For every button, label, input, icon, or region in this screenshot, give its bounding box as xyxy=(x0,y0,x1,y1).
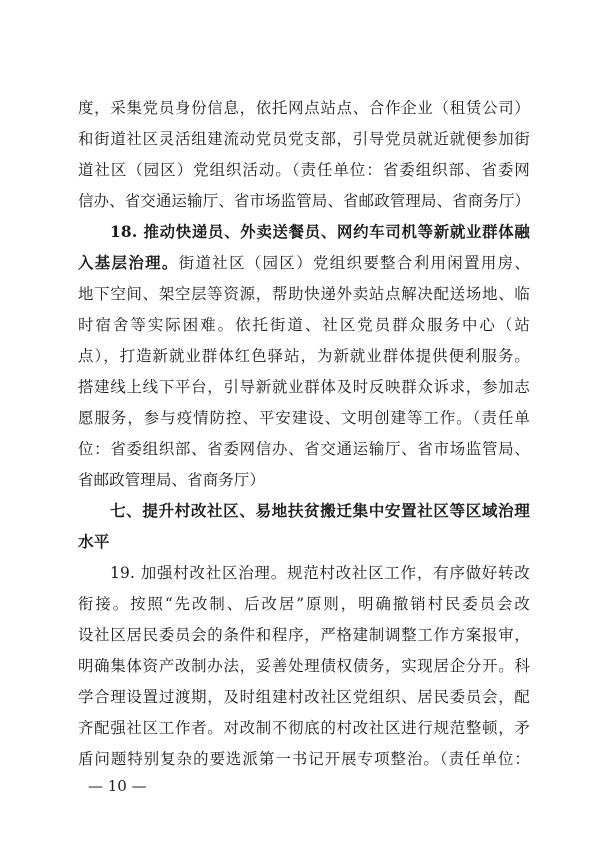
item-19-heading-line xyxy=(110,558,530,588)
section-seven-heading-cont: 水平 xyxy=(78,532,110,551)
item-18-title: 18. 推动快递员、外卖送餐员、网约车司机等新就业群体融 xyxy=(110,223,530,241)
text-line: 省邮政管理局、省商务厅） xyxy=(78,471,266,489)
text-line: 位：省委组织部、省委网信办、省交通运输厅、省市场监管局、 xyxy=(78,440,530,458)
text-line: 明确集体资产改制办法，妥善处理债权债务，实现居企分开。科 xyxy=(78,657,530,675)
text-line xyxy=(78,248,530,278)
text-line: 时宿舍等实际困难。依托街道、社区党员群众服务中心（站 xyxy=(78,316,530,334)
text-line: 盾问题特别复杂的要选派第一书记开展专项整治。（责任单位： xyxy=(78,750,530,768)
item-18-heading-line xyxy=(110,217,530,247)
text-line: 道社区（园区）党组织活动。（责任单位：省委组织部、省委网 xyxy=(78,161,530,179)
text-line: 地下空间、架空层等资源，帮助快递外卖站点解决配送场地、临 xyxy=(78,285,530,303)
text-line: 搭建线上线下平台，引导新就业群体及时反映群众诉求，参加志 xyxy=(78,378,530,396)
item-18-title-continued: 入基层治理。 xyxy=(78,254,179,272)
text-line: 和街道社区灵活组建流动党员党支部，引导党员就近就便参加街 xyxy=(78,130,530,148)
section-seven-heading: 七、提升村改社区、易地扶贫搬迁集中安置社区等区域治理 xyxy=(110,501,530,520)
item-18-body-first: 街道社区（园区）党组织要整合利用闲置用房、 xyxy=(178,254,531,272)
text-line: 齐配强社区工作者。对改制不彻底的村改社区进行规范整顿，矛 xyxy=(78,719,530,737)
page-number: — 10 — xyxy=(88,777,147,795)
text-line: 学合理设置过渡期，及时组建村改社区党组织、居民委员会，配 xyxy=(78,688,530,706)
text-line: 信办、省交通运输厅、省市场监管局、省邮政管理局、省商务厅） xyxy=(78,192,531,210)
item-19-body-first: 规范村改社区工作，有序做好转改 xyxy=(287,564,530,582)
item-19-title: 19. 加强村改社区治理。 xyxy=(110,564,288,582)
text-line: 点），打造新就业群体红色驿站，为新就业群体提供便利服务。 xyxy=(78,347,530,365)
text-line: 愿服务，参与疫情防控、平安建设、文明创建等工作。（责任单 xyxy=(78,409,530,427)
text-line: 衔接。按照“先改制、后改居”原则，明确撤销村民委员会改 xyxy=(78,595,530,613)
text-line: 度，采集党员身份信息，依托网点站点、合作企业（租赁公司） xyxy=(78,99,530,117)
text-line: 设社区居民委员会的条件和程序，严格建制调整工作方案报审， xyxy=(78,626,530,644)
